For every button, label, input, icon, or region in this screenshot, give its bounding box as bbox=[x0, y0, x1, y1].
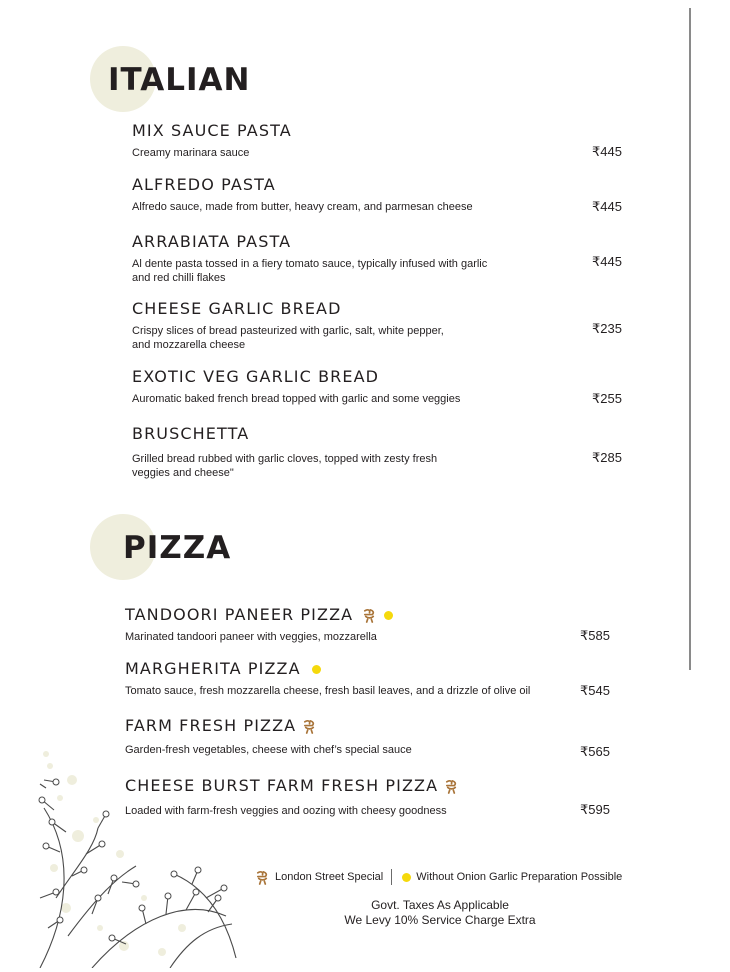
item-desc: Auromatic baked french bread topped with garlic and some veggies bbox=[132, 393, 461, 405]
legend-chef-label: London Street Special bbox=[275, 871, 384, 883]
vertical-divider bbox=[689, 8, 691, 670]
item-price: ₹585 bbox=[580, 628, 610, 643]
menu-item bbox=[125, 605, 565, 644]
chef-icon bbox=[302, 719, 317, 734]
item-desc: Alfredo sauce, made from butter, heavy cream, and parmesan cheese bbox=[132, 201, 473, 213]
item-desc: Garden-fresh vegetables, cheese with chef’s special sauce bbox=[125, 744, 412, 756]
item-price: ₹285 bbox=[592, 450, 622, 465]
item-name: MARGHERITA PIZZA bbox=[125, 659, 301, 678]
legend-dot-label: Without Onion Garlic Preparation Possible bbox=[416, 871, 623, 883]
item-price: ₹595 bbox=[580, 802, 610, 817]
item-price: ₹235 bbox=[592, 321, 622, 336]
footer-taxes: Govt. Taxes As Applicable bbox=[371, 898, 509, 912]
item-desc: Creamy marinara sauce bbox=[132, 147, 250, 159]
yellow-dot-icon bbox=[384, 611, 393, 620]
yellow-dot-icon bbox=[402, 873, 411, 882]
menu-item bbox=[125, 659, 565, 698]
item-name: BRUSCHETTA bbox=[132, 424, 250, 443]
menu-item bbox=[132, 367, 512, 406]
yellow-dot-icon bbox=[312, 665, 321, 674]
item-name: FARM FRESH PIZZA bbox=[125, 716, 297, 735]
menu-item bbox=[132, 424, 462, 480]
footer-service-charge: We Levy 10% Service Charge Extra bbox=[344, 913, 536, 927]
item-name-row bbox=[125, 716, 565, 736]
menu-item bbox=[132, 299, 462, 352]
chef-icon bbox=[362, 608, 377, 623]
item-name: CHEESE GARLIC BREAD bbox=[132, 299, 342, 318]
item-desc: Crispy slices of bread pasteurized with garlic, salt, white pepper, and mozzarella cheese bbox=[132, 325, 444, 351]
item-name-row bbox=[125, 605, 565, 625]
item-price: ₹445 bbox=[592, 144, 622, 159]
item-desc: Tomato sauce, fresh mozzarella cheese, fresh basil leaves, and a drizzle of olive oil bbox=[125, 685, 531, 697]
item-price: ₹445 bbox=[592, 199, 622, 214]
item-desc: Marinated tandoori paneer with veggies, mozzarella bbox=[125, 631, 377, 643]
item-desc: Loaded with farm-fresh veggies and oozing with cheesy goodness bbox=[125, 805, 447, 817]
legend bbox=[255, 869, 622, 885]
item-name: TANDOORI PANEER PIZZA bbox=[125, 605, 354, 624]
item-name: EXOTIC VEG GARLIC BREAD bbox=[132, 367, 380, 386]
menu-item bbox=[132, 175, 512, 214]
menu-item bbox=[132, 232, 502, 285]
item-price: ₹565 bbox=[580, 744, 610, 759]
item-price: ₹545 bbox=[580, 683, 610, 698]
section-title-pizza: PIZZA bbox=[123, 530, 232, 566]
legend-separator bbox=[391, 869, 392, 885]
branch-decoration-icon bbox=[36, 748, 246, 968]
item-price: ₹255 bbox=[592, 391, 622, 406]
menu-item bbox=[132, 121, 512, 160]
item-desc: Al dente pasta tossed in a fiery tomato sauce, typically infused with garlic and red chilli flakes bbox=[132, 258, 488, 284]
item-name: CHEESE BURST FARM FRESH PIZZA bbox=[125, 776, 439, 795]
item-name-row bbox=[125, 659, 565, 679]
item-desc: Grilled bread rubbed with garlic cloves, topped with zesty fresh veggies and cheese" bbox=[132, 453, 438, 479]
item-price: ₹445 bbox=[592, 254, 622, 269]
section-title-italian: ITALIAN bbox=[108, 62, 251, 98]
chef-icon bbox=[444, 779, 459, 794]
chef-icon bbox=[255, 870, 270, 885]
item-name: MIX SAUCE PASTA bbox=[132, 121, 292, 140]
item-name: ALFREDO PASTA bbox=[132, 175, 276, 194]
item-name: ARRABIATA PASTA bbox=[132, 232, 292, 251]
